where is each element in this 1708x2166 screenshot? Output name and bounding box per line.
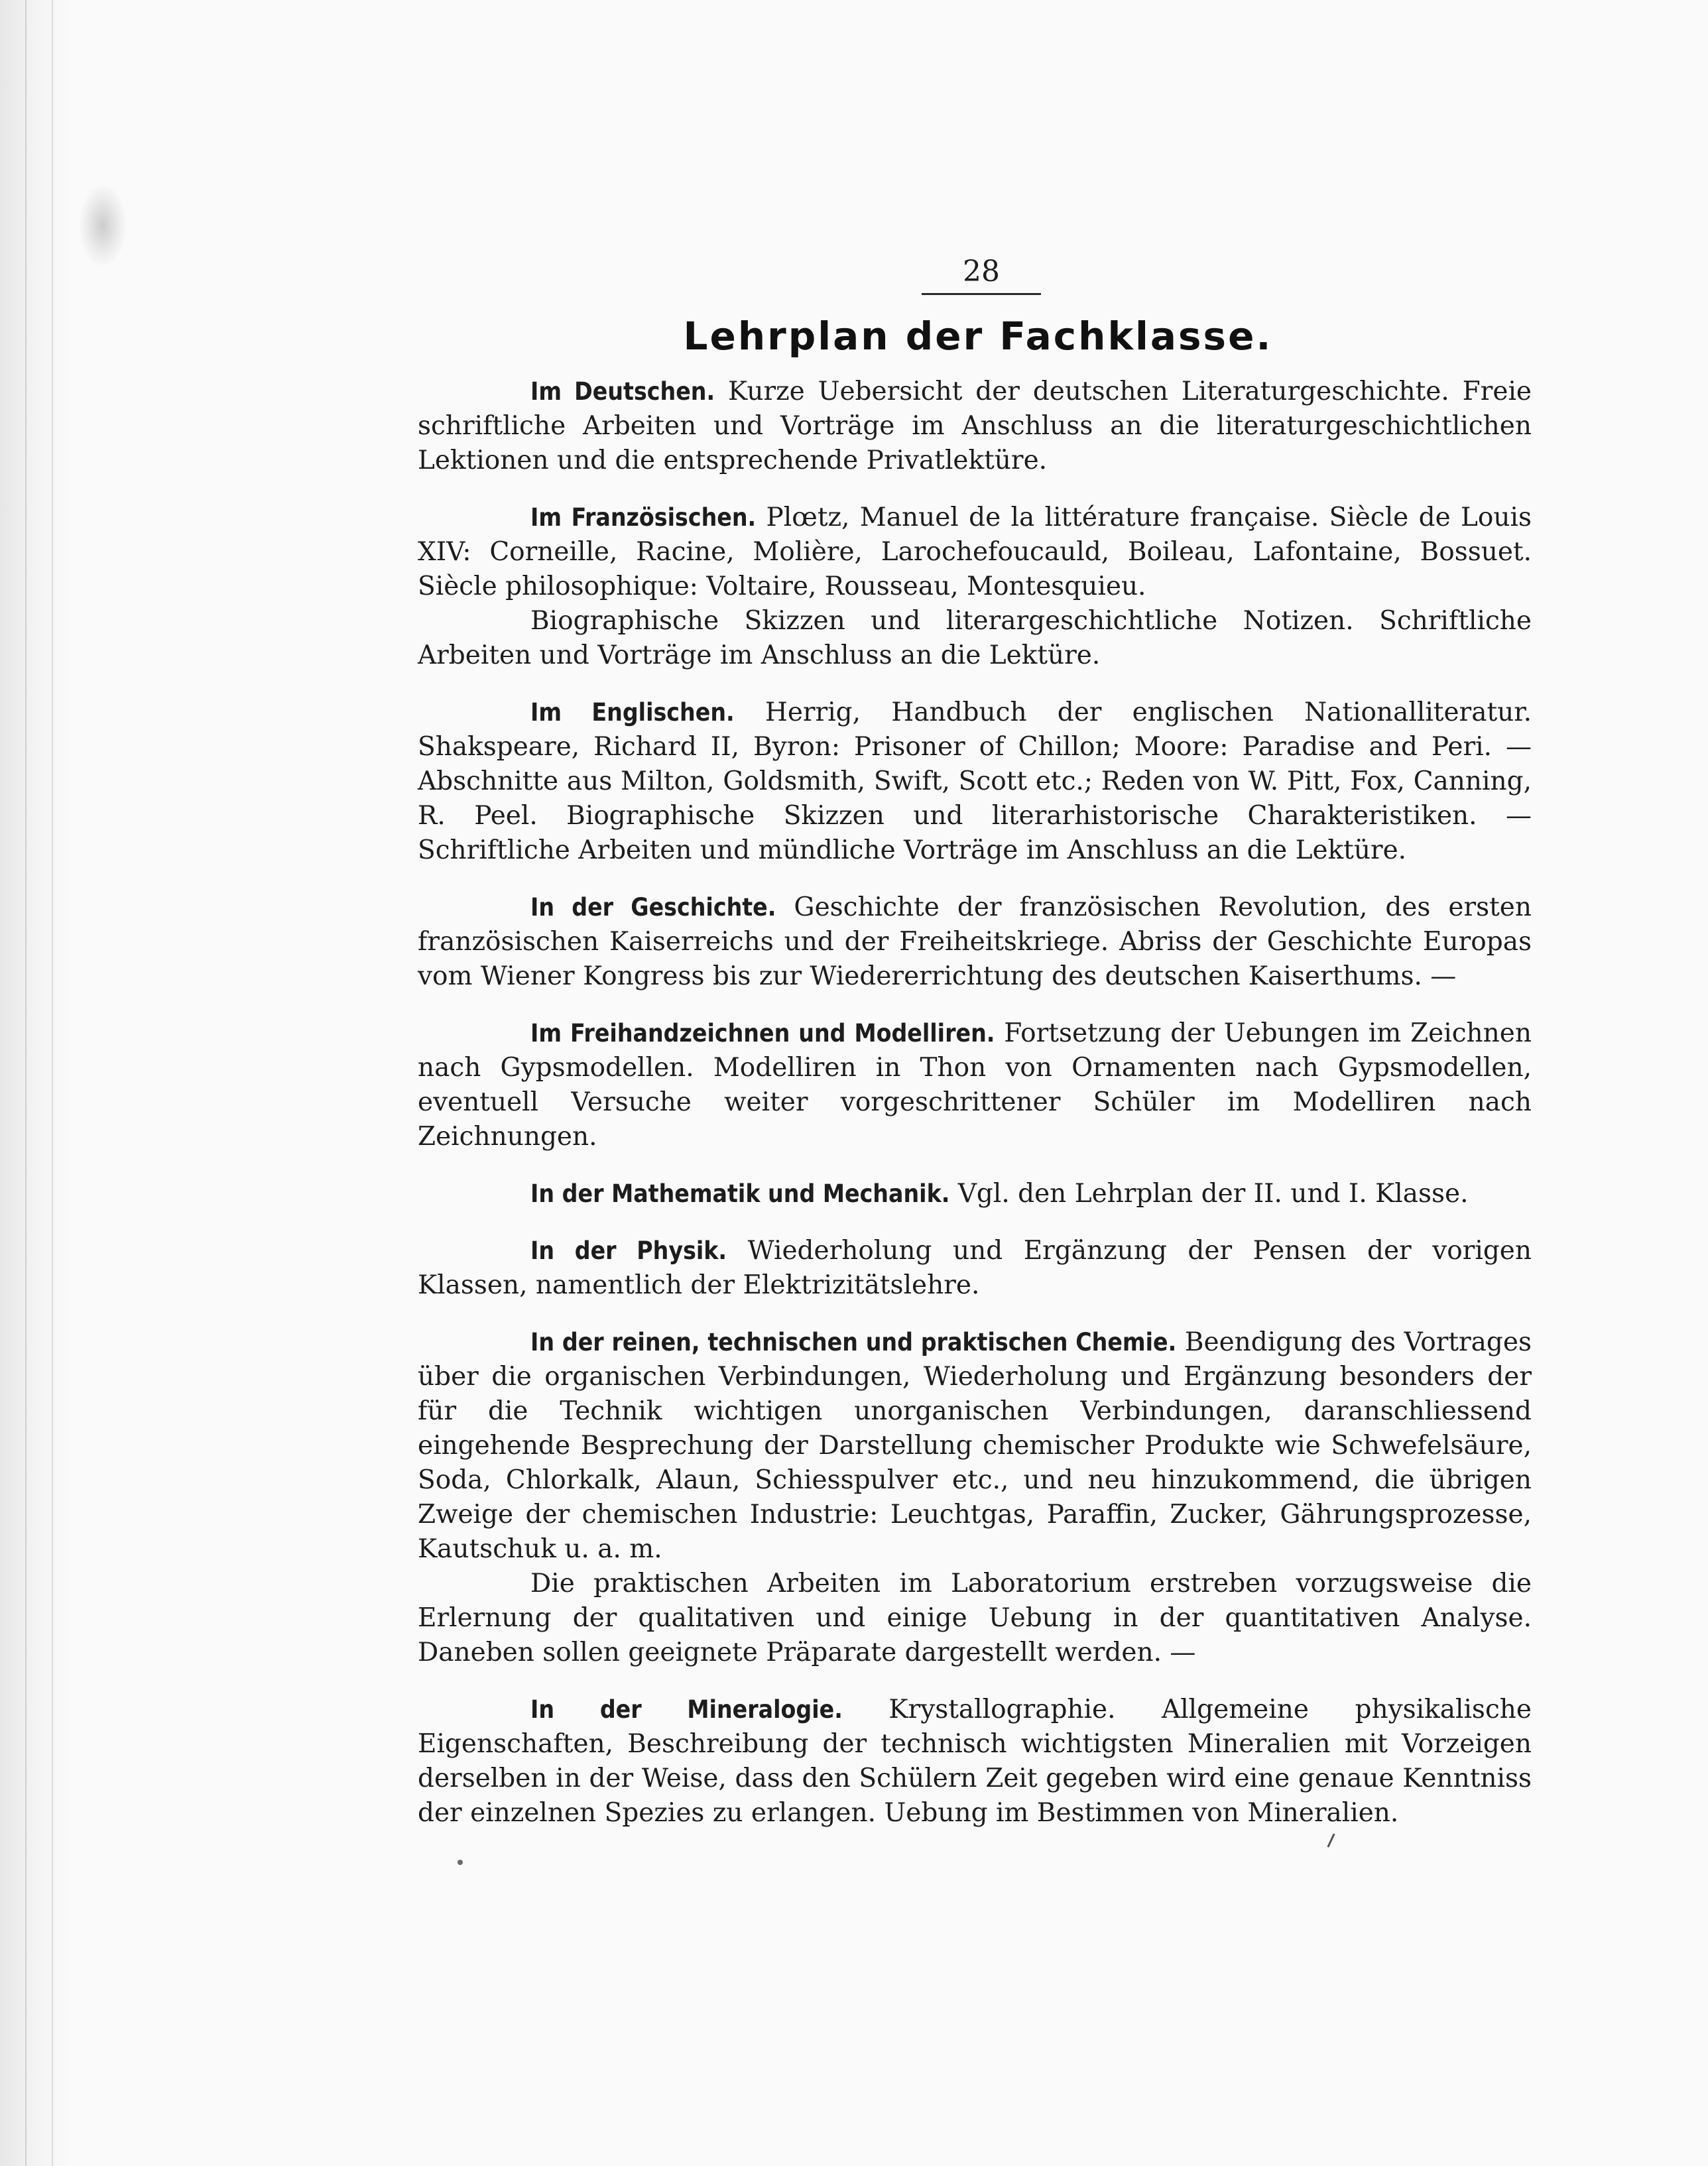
- section-paragraph: [418, 501, 1532, 604]
- section-heading: Im Englischen.: [530, 698, 735, 727]
- section-paragraph: [418, 695, 1532, 868]
- ink-mark: [1327, 1833, 1335, 1847]
- section-heading: In der Mathematik und Mechanik.: [530, 1179, 950, 1208]
- section-text: Die praktischen Arbeiten im Laboratorium erstreben vorzugsweise die Erlernung der qualitativen und einige Uebung in der quantitativen Analyse. Daneben sollen geeignete Präparate dargestellt werden. —: [418, 1569, 1532, 1667]
- section-paragraph: [418, 604, 1532, 673]
- section-text: Geschichte der französischen Revolution, des ersten französischen Kaiserreichs und der Freiheitskriege. Abriss der Geschichte Europas vom Wiener Kongress bis zur Wiedererrichtung des deutschen Kaiserthums. —: [418, 892, 1532, 991]
- section-paragraph: [418, 1567, 1532, 1670]
- section-text: Biographische Skizzen und literargeschichtliche Notizen. Schriftliche Arbeiten und Vorträge im Anschluss an die Lektüre.: [418, 606, 1532, 670]
- section-heading: In der reinen, technischen und praktischen Chemie.: [530, 1328, 1177, 1356]
- section-heading: In der Geschichte.: [530, 893, 776, 922]
- section-text: Plœtz, Manuel de la littérature française. Siècle de Louis XIV: Corneille, Racine, Molière, Larochefoucauld, Boileau, Lafontaine, Bossuet. Siècle philosophique: Voltaire, Rousseau, Montesquieu.: [418, 503, 1532, 601]
- page-title: Lehrplan der Fachklasse.: [683, 314, 1273, 359]
- section-text: Fortsetzung der Uebungen im Zeichnen nach Gypsmodellen. Modelliren in Thon von Ornamenten nach Gypsmodellen, eventuell Versuche weiter vorgeschrittener Schüler im Modelliren nach Zeichnungen.: [418, 1018, 1532, 1152]
- section-heading: In der Physik.: [530, 1236, 727, 1265]
- section-text: Herrig, Handbuch der englischen Nationalliteratur. Shakspeare, Richard II, Byron: Prisoner of Chillon; Moore: Paradise and Peri. — Abschnitte aus Milton, Goldsmith, Swift, Scott etc.; Reden von W. Pitt, Fox, Canning, R. Peel. Biographische Skizzen und literarhistorische Charakteristiken. — Schriftliche Arbeiten und mündliche Vorträge im Anschluss an die Lektüre.: [418, 697, 1532, 865]
- page-number-rule: [922, 293, 1041, 295]
- section-paragraph: [418, 1234, 1532, 1303]
- page-binding-shadow: [0, 0, 73, 2166]
- section-text: Vgl. den Lehrplan der II. und I. Klasse.: [949, 1179, 1469, 1209]
- section-heading: Im Deutschen.: [530, 377, 715, 406]
- page-number: 28: [963, 255, 1000, 288]
- section-heading: Im Freihandzeichnen und Modelliren.: [530, 1019, 995, 1048]
- section-heading: In der Mineralogie.: [530, 1695, 843, 1724]
- section-text: Krystallographie. Allgemeine physikalische Eigenschaften, Beschreibung der technisch wichtigsten Mineralien mit Vorzeigen derselben in der Weise, dass den Schülern Zeit gegeben wird eine genaue Kenntniss der einzelnen Spezies zu erlangen. Uebung im Bestimmen von Mineralien.: [418, 1695, 1532, 1828]
- section-paragraph: [418, 1325, 1532, 1567]
- binding-edge-line: [52, 0, 53, 2166]
- section-text: Beendigung des Vortrages über die organischen Verbindungen, Wiederholung und Ergänzung besonders der für die Technik wichtigen unorganischen Verbindungen, daranschliessend eingehende Besprechung der Darstellung chemischer Produkte wie Schwefelsäure, Soda, Chlorkalk, Alaun, Schiesspulver etc., und neu hinzukommend, die übrigen Zweige der chemischen Industrie: Leuchtgas, Paraffin, Zucker, Gährungsprozesse, Kautschuk u. a. m.: [418, 1327, 1532, 1564]
- binding-stain: [80, 186, 126, 265]
- ink-speck: [457, 1860, 463, 1865]
- section-paragraph: [418, 1016, 1532, 1154]
- section-paragraph: [418, 1177, 1532, 1211]
- binding-edge-line: [25, 0, 27, 2166]
- section-text: Wiederholung und Ergänzung der Pensen der vorigen Klassen, namentlich der Elektrizitätslehre.: [418, 1236, 1532, 1300]
- section-paragraph: [418, 890, 1532, 994]
- section-heading: Im Französischen.: [530, 503, 757, 532]
- section-text: Kurze Uebersicht der deutschen Literaturgeschichte. Freie schriftliche Arbeiten und Vorträge im Anschluss an die literaturgeschichtlichen Lektionen und die entsprechende Privatlektüre.: [418, 377, 1532, 475]
- page-content: [418, 252, 1532, 1831]
- section-paragraph: [418, 1693, 1532, 1831]
- section-paragraph: [418, 375, 1532, 478]
